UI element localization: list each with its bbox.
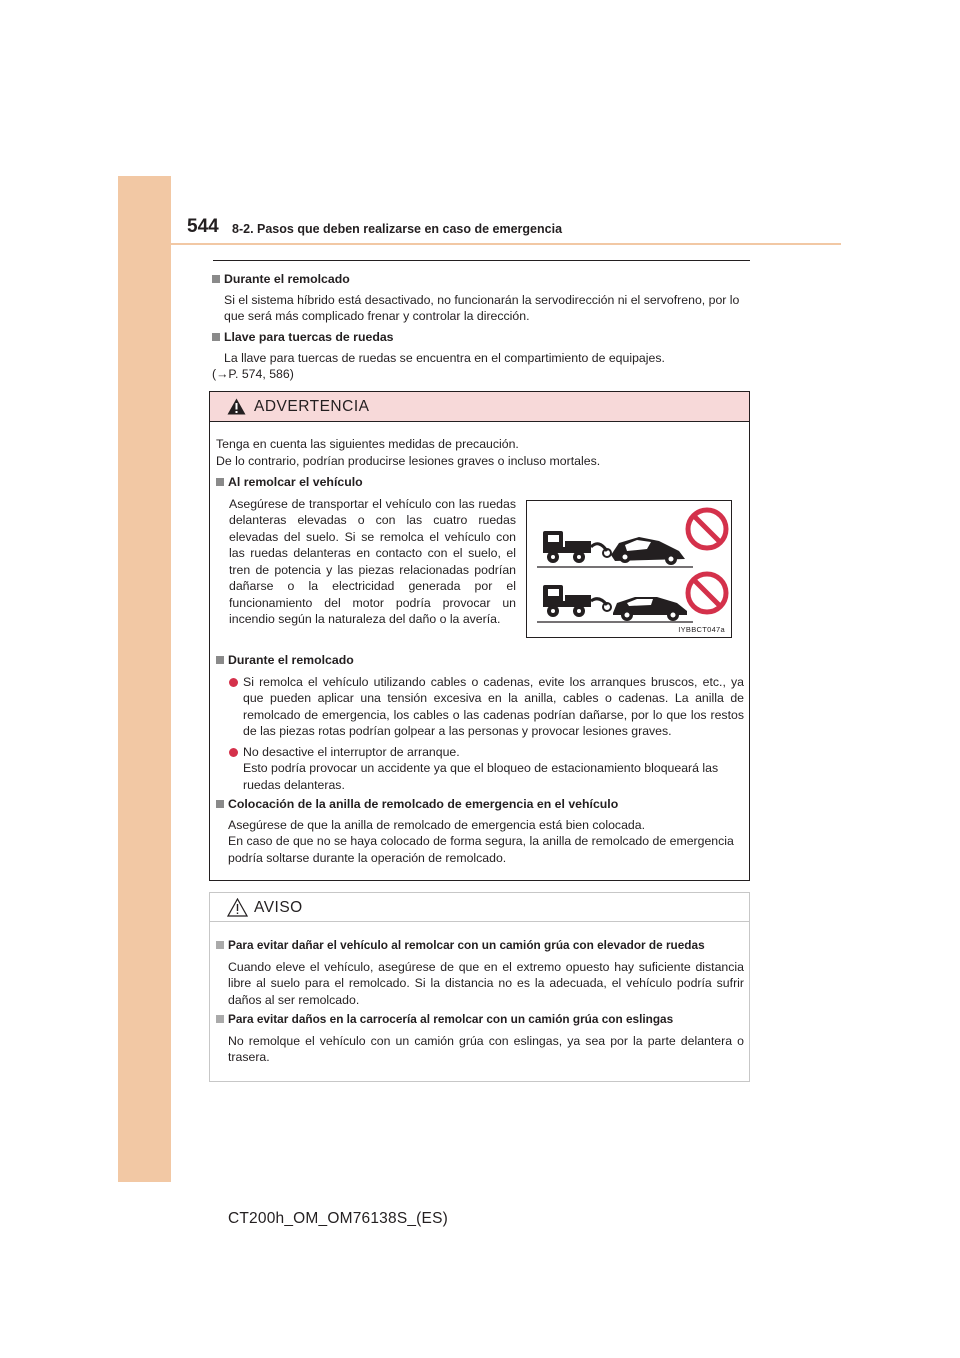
intro-llave	[212, 329, 748, 383]
square-bullet-icon	[216, 1015, 224, 1023]
notice-title-bar	[210, 893, 749, 922]
colocacion-line2: En caso de que no se haya colocado de forma segura, la anilla de remolcado de emergencia podría soltarse durante la operación de remolcado.	[228, 834, 734, 865]
page-number: 544	[187, 216, 219, 237]
warning-title: ADVERTENCIA	[254, 398, 370, 415]
durante-heading	[216, 652, 744, 669]
warning-intro-line2: De lo contrario, podrían producirse lesiones graves o incluso mortales.	[216, 453, 601, 468]
tow-truck-flat	[543, 585, 611, 617]
heading-text: Colocación de la anilla de remolcado de emergencia en el vehículo	[228, 797, 619, 811]
colocacion-heading	[216, 796, 744, 813]
heading-text: Durante el remolcado	[224, 272, 350, 286]
heading-text: Para evitar daños en la carrocería al remolcar con un camión grúa con eslingas	[228, 1012, 674, 1026]
intro-remolcado-heading	[212, 271, 748, 288]
warning-colocacion	[216, 796, 744, 866]
prohibition-icon	[688, 510, 726, 548]
notice-item-2-text: No remolque el vehículo con un camión grúa con eslingas, ya sea por la parte delantera o trasera.	[228, 1033, 744, 1064]
square-bullet-icon	[212, 275, 220, 283]
bullet-text-line1: No desactive el interruptor de arranque.	[243, 744, 460, 759]
warning-title-bar	[210, 392, 749, 422]
intro-llave-text: La llave para tuercas de ruedas se encuentra en el compartimiento de equipajes.	[224, 350, 665, 365]
intro-llave-heading	[212, 329, 748, 346]
page-reference: (→P. 574, 586)	[212, 367, 294, 381]
notice-box	[209, 892, 750, 1082]
towed-car-wheels-down	[613, 597, 687, 621]
content-rule	[213, 260, 750, 261]
notice-item-1-text: Cuando eleve el vehículo, asegúrese de que en el extremo opuesto hay suficiente distancia libre al suelo para el remolcado. Si la distancia no es la adecuada, el vehículo podría sufrir daños al ser remolcado.	[228, 959, 744, 1007]
intro-remolcado-text: Si el sistema híbrido está desactivado, no funcionarán la servodirección ni el servofreno, por lo que será más complicado frenar y controlar la dirección.	[224, 292, 740, 323]
warning-intro	[216, 436, 746, 469]
towing-prohibited-figure	[526, 500, 732, 638]
square-bullet-icon	[212, 333, 220, 341]
heading-text: Llave para tuercas de ruedas	[224, 330, 394, 344]
bullet-text: Si remolca el vehículo utilizando cables o cadenas, evite los arranques bruscos, etc., ya que pueden aplicar una tensión excesiva en la anilla, cables o cadenas. La anilla de remolcado de emergencia, los cables o las cadenas podrían dañarse, por lo que los restos de las piezas rotas podrían golpear a las personas y provocar lesiones graves.	[243, 674, 744, 738]
red-bullet-icon	[229, 678, 238, 687]
figure-code: IYBBCT047a	[678, 625, 725, 634]
al-remolcar-text: Asegúrese de transportar el vehículo con las ruedas delanteras elevadas o con las cuatro ruedas elevadas del suelo. Si se remolca el vehículo con las ruedas delanteras en contacto con el suelo, el tren de potencia y las piezas relacionadas podrían dañarse o la electricidad generada por el funcionamiento del motor podría provocar un incendio según la naturaleza del daño o la avería.	[229, 496, 516, 626]
square-bullet-icon	[216, 941, 224, 949]
intro-remolcado	[212, 271, 748, 325]
red-bullet-icon	[229, 748, 238, 757]
notice-title: AVISO	[254, 899, 303, 916]
towing-illustration	[527, 501, 731, 637]
durante-bullet-2	[216, 744, 744, 794]
notice-item-1	[216, 937, 744, 1008]
warning-al-remolcar	[216, 474, 516, 628]
header-rule	[171, 243, 841, 245]
heading-text: Para evitar dañar el vehículo al remolcar con un camión grúa con elevador de ruedas	[228, 938, 705, 952]
notice-item-2	[216, 1011, 744, 1066]
al-remolcar-heading	[216, 474, 516, 491]
notice-item-1-heading	[216, 937, 744, 954]
warning-triangle-icon	[227, 398, 246, 415]
tow-truck-front-lift	[543, 531, 611, 563]
heading-text: Al remolcar el vehículo	[228, 475, 363, 489]
bullet-text-line2: Esto podría provocar un accidente ya que el bloqueo de estacionamiento bloqueará las ruedas delanteras.	[243, 761, 719, 792]
prohibition-icon	[688, 574, 726, 612]
colocacion-line1: Asegúrese de que la anilla de remolcado de emergencia está bien colocada.	[228, 817, 646, 832]
chapter-sidebar-tab	[118, 176, 171, 1182]
notice-item-2-heading	[216, 1011, 744, 1028]
durante-bullet-1	[216, 674, 744, 740]
square-bullet-icon	[216, 656, 224, 664]
square-bullet-icon	[216, 478, 224, 486]
section-title: 8-2. Pasos que deben realizarse en caso de emergencia	[232, 222, 563, 236]
square-bullet-icon	[216, 800, 224, 808]
warning-durante	[216, 652, 744, 793]
towed-car-front-lifted	[611, 537, 685, 565]
notice-triangle-icon	[227, 898, 248, 917]
warning-intro-line1: Tenga en cuenta las siguientes medidas de precaución.	[216, 437, 519, 451]
heading-text: Durante el remolcado	[228, 653, 354, 667]
footer-document-code: CT200h_OM_OM76138S_(ES)	[228, 1210, 448, 1227]
